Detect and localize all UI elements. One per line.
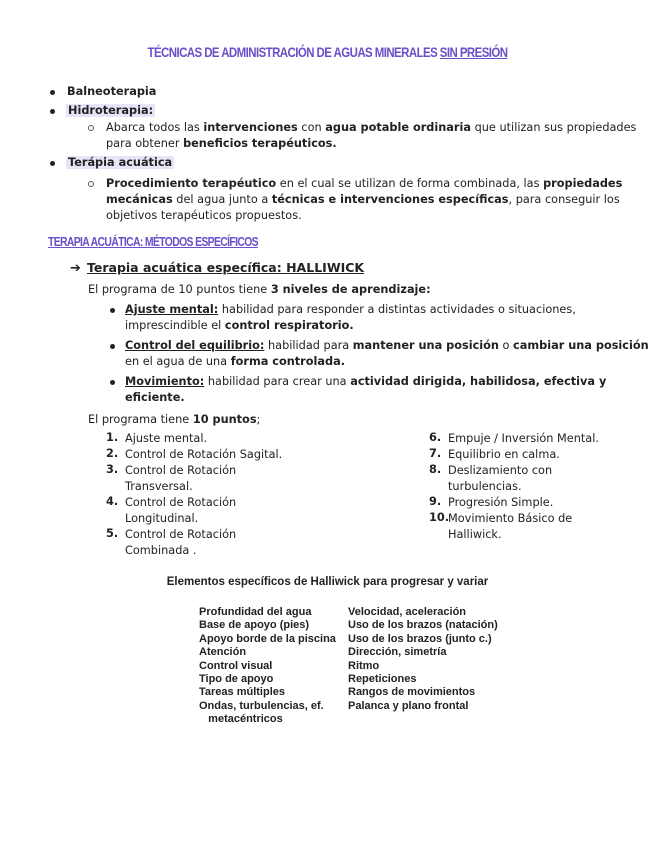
- point-number: 6.: [429, 431, 442, 444]
- point-text: Control de Rotación: [125, 496, 237, 509]
- figure-item: Tipo de apoyo: [199, 673, 274, 686]
- hidro-sub-line-2: para obtener beneficios terapéuticos.: [106, 137, 337, 150]
- figure-item: Repeticiones: [348, 673, 417, 686]
- figure-right-column: [348, 606, 498, 713]
- level-equilibrio-line-2: en el agua de una forma controlada.: [125, 355, 346, 368]
- terapia-sub-line-3: objetivos terapéuticos propuestos.: [106, 209, 302, 222]
- point-text: Progresión Simple.: [448, 496, 554, 509]
- figure-item: Atención: [199, 646, 247, 659]
- sub-bullet-circle: [88, 125, 94, 131]
- arrow-icon: ➔: [70, 261, 81, 276]
- title-main: TÉCNICAS DE ADMINISTRACIÓN DE AGUAS MINERALES: [147, 44, 440, 60]
- terapia-acuatica-text: Terápia acuática: [68, 156, 173, 169]
- bullet-balneoterapia: [67, 84, 156, 100]
- figure-item: Tareas múltiples: [199, 686, 285, 699]
- point-text: Halliwick.: [448, 528, 502, 541]
- bullet-dot: [110, 344, 115, 349]
- bullet-dot: [110, 308, 115, 313]
- figure-item: metacéntricos: [199, 713, 283, 726]
- point-text: Empuje / Inversión Mental.: [448, 432, 599, 445]
- point-number: 2.: [106, 447, 119, 460]
- bullet-dot: [50, 109, 55, 114]
- point-number: 5.: [106, 527, 119, 540]
- figure-item: Ondas, turbulencias, ef.: [199, 699, 324, 712]
- bullet-terapia-acuatica: [66, 155, 174, 171]
- page-title: [59, 44, 596, 60]
- point-number: 1.: [106, 431, 119, 444]
- title-underlined: SIN PRESIÓN: [439, 44, 508, 60]
- program-points-intro: El programa tiene 10 puntos;: [88, 413, 261, 426]
- sub-bullet-circle: [88, 181, 94, 187]
- point-text: Movimiento Básico de: [448, 512, 573, 525]
- point-text: Longitudinal.: [125, 512, 199, 525]
- level-ajuste-line-2: imprescindible el control respiratorio.: [125, 319, 354, 332]
- point-text: Deslizamiento con: [448, 464, 553, 477]
- point-text: Control de Rotación: [125, 528, 237, 541]
- level-ajuste-label: Ajuste mental:: [125, 303, 219, 316]
- figure-item: Velocidad, aceleración: [348, 606, 467, 618]
- bullet-hidroterapia: [66, 103, 155, 119]
- figure-item: Ritmo: [348, 659, 380, 672]
- figure-title: Elementos específicos de Halliwick para progresar y variar: [166, 576, 489, 588]
- hidro-sub-line-1: Abarca todos las intervenciones con agua potable ordinaria que utilizan sus propiedades: [106, 121, 637, 134]
- point-number: 3.: [106, 463, 119, 476]
- bullet-dot: [110, 380, 115, 385]
- point-text: Equilibrio en calma.: [448, 448, 560, 461]
- level-movimiento-line-1: Movimiento: habilidad para crear una actividad dirigida, habilidosa, efectiva y: [125, 375, 607, 388]
- point-number: 8.: [429, 463, 442, 476]
- level-equilibrio-line-1: Control del equilibrio: habilidad para mantener una posición o cambiar una posición: [125, 339, 649, 352]
- figure-item: Dirección, simetría: [348, 646, 447, 659]
- point-number: 4.: [106, 495, 119, 508]
- section-heading: TERAPIA ACUÁTICA: MÉTODOS ESPECÍFICOS: [48, 234, 258, 249]
- terapia-sub-line-2: mecánicas del agua junto a técnicas e intervenciones específicas, para conseguir los: [106, 193, 620, 206]
- figure-item: Uso de los brazos (natación): [348, 619, 498, 632]
- point-text: Control de Rotación Sagital.: [125, 448, 283, 461]
- level-movimiento-line-2: eficiente.: [125, 391, 185, 404]
- point-text: Combinada .: [125, 544, 197, 557]
- figure-item: Uso de los brazos (junto c.): [348, 632, 492, 645]
- figure-item: Apoyo borde de la piscina: [199, 632, 336, 645]
- balneoterapia-text: Balneoterapia: [67, 85, 157, 98]
- level-ajuste-line-1: Ajuste mental: habilidad para responder a distintas actividades o situaciones,: [125, 303, 576, 316]
- terapia-sub-line-1: Procedimiento terapéutico en el cual se utilizan de forma combinada, las propiedades: [106, 177, 623, 190]
- point-number: 9.: [429, 495, 442, 508]
- hidroterapia-text: Hidroterapia:: [68, 104, 154, 117]
- level-movimiento-label: Movimiento:: [125, 375, 205, 388]
- bullet-dot: [50, 161, 55, 166]
- bullet-dot: [50, 90, 55, 95]
- figure-left-column: [199, 606, 336, 727]
- level-equilibrio-label: Control del equilibrio:: [125, 339, 265, 352]
- figure-item: Control visual: [199, 659, 273, 672]
- point-text: Ajuste mental.: [125, 432, 208, 445]
- point-text: turbulencias.: [448, 480, 522, 493]
- point-text: Transversal.: [125, 480, 193, 493]
- figure-item: Profundidad del agua: [199, 606, 312, 618]
- point-number: 10.: [429, 511, 450, 524]
- figure-item: Rangos de movimientos: [348, 686, 476, 699]
- point-number: 7.: [429, 447, 442, 460]
- figure-item: Palanca y plano frontal: [348, 699, 469, 712]
- figure-item: Base de apoyo (pies): [199, 619, 310, 632]
- halliwick-heading: Terapia acuática específica: HALLIWICK: [87, 260, 365, 275]
- point-text: Control de Rotación: [125, 464, 237, 477]
- program-intro: El programa de 10 puntos tiene 3 niveles de aprendizaje:: [88, 283, 431, 296]
